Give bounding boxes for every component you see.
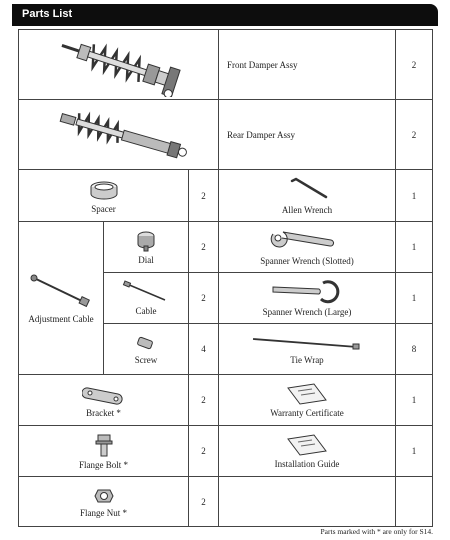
table-row (19, 375, 433, 426)
document-icon (284, 382, 330, 406)
slotted-spanner-cell (219, 222, 396, 273)
flange-nut-cell (19, 477, 189, 527)
front-damper-image-cell (19, 30, 219, 100)
rear-damper-qty: 2 (396, 100, 433, 170)
screw-icon (133, 333, 159, 353)
bracket-icon (82, 382, 126, 406)
adjustment-cable-cell (19, 222, 104, 375)
dial-qty: 2 (189, 222, 219, 273)
empty-cell (219, 477, 396, 527)
table-row (19, 426, 433, 477)
flange-bolt-icon (94, 432, 114, 458)
install-guide-cell (219, 426, 396, 477)
cable-icon (121, 280, 171, 304)
rear-damper-icon (19, 101, 219, 167)
bracket-name: Bracket * (86, 408, 121, 418)
allen-wrench-icon (282, 177, 332, 203)
warranty-name: Warranty Certificate (270, 408, 344, 418)
install-guide-qty: 1 (396, 426, 433, 477)
bracket-qty: 2 (189, 375, 219, 426)
warranty-cell (219, 375, 396, 426)
tie-wrap-icon (247, 333, 367, 353)
slotted-spanner-icon (267, 228, 347, 254)
section-title: Parts List (22, 8, 73, 20)
dial-cell (104, 222, 189, 273)
dial-knob-icon (135, 229, 157, 253)
bracket-cell (19, 375, 189, 426)
footnote: Parts marked with * are only for S14. (320, 527, 433, 536)
large-spanner-qty: 1 (396, 273, 433, 324)
table-row (19, 170, 433, 222)
rear-damper-image-cell (19, 100, 219, 170)
spacer-ring-icon (87, 178, 121, 202)
adjustment-cable-icon (26, 272, 96, 312)
allen-wrench-name: Allen Wrench (281, 204, 333, 215)
screw-cell (104, 324, 189, 375)
flange-nut-qty: 2 (189, 477, 219, 527)
section-header (12, 4, 438, 26)
spacer-qty: 2 (189, 170, 219, 222)
dial-name: Dial (138, 255, 154, 265)
front-damper-icon (19, 31, 219, 97)
large-spanner-cell (219, 273, 396, 324)
flange-bolt-qty: 2 (189, 426, 219, 477)
screw-name: Screw (134, 355, 158, 365)
allen-wrench-cell (219, 170, 396, 222)
allen-wrench-qty: 1 (396, 170, 433, 222)
large-spanner-icon (267, 279, 347, 305)
table-row (19, 222, 433, 273)
flange-bolt-cell (19, 426, 189, 477)
screw-qty: 4 (189, 324, 219, 375)
large-spanner-name: Spanner Wrench (Large) (262, 307, 352, 317)
tie-wrap-cell (219, 324, 396, 375)
parts-table (18, 29, 433, 527)
warranty-qty: 1 (396, 375, 433, 426)
install-guide-name: Installation Guide (274, 459, 340, 469)
spacer-cell (19, 170, 189, 222)
slotted-spanner-name: Spanner Wrench (Slotted) (260, 256, 354, 266)
front-damper-name: Front Damper Assy (219, 30, 396, 100)
cable-cell (104, 273, 189, 324)
table-row (19, 30, 433, 100)
flange-nut-name: Flange Nut * (80, 507, 127, 518)
flange-bolt-name: Flange Bolt * (79, 460, 128, 470)
spacer-name: Spacer (91, 203, 116, 214)
table-row (19, 100, 433, 170)
tie-wrap-name: Tie Wrap (290, 355, 324, 365)
adjustment-cable-name: Adjustment Cable (28, 314, 94, 324)
slotted-spanner-qty: 1 (396, 222, 433, 273)
document-icon (284, 433, 330, 457)
table-row (19, 477, 433, 527)
flange-nut-icon (93, 486, 115, 506)
empty-qty-cell (396, 477, 433, 527)
cable-name: Cable (135, 306, 157, 316)
front-damper-qty: 2 (396, 30, 433, 100)
rear-damper-name: Rear Damper Assy (219, 100, 396, 170)
tie-wrap-qty: 8 (396, 324, 433, 375)
cable-qty: 2 (189, 273, 219, 324)
